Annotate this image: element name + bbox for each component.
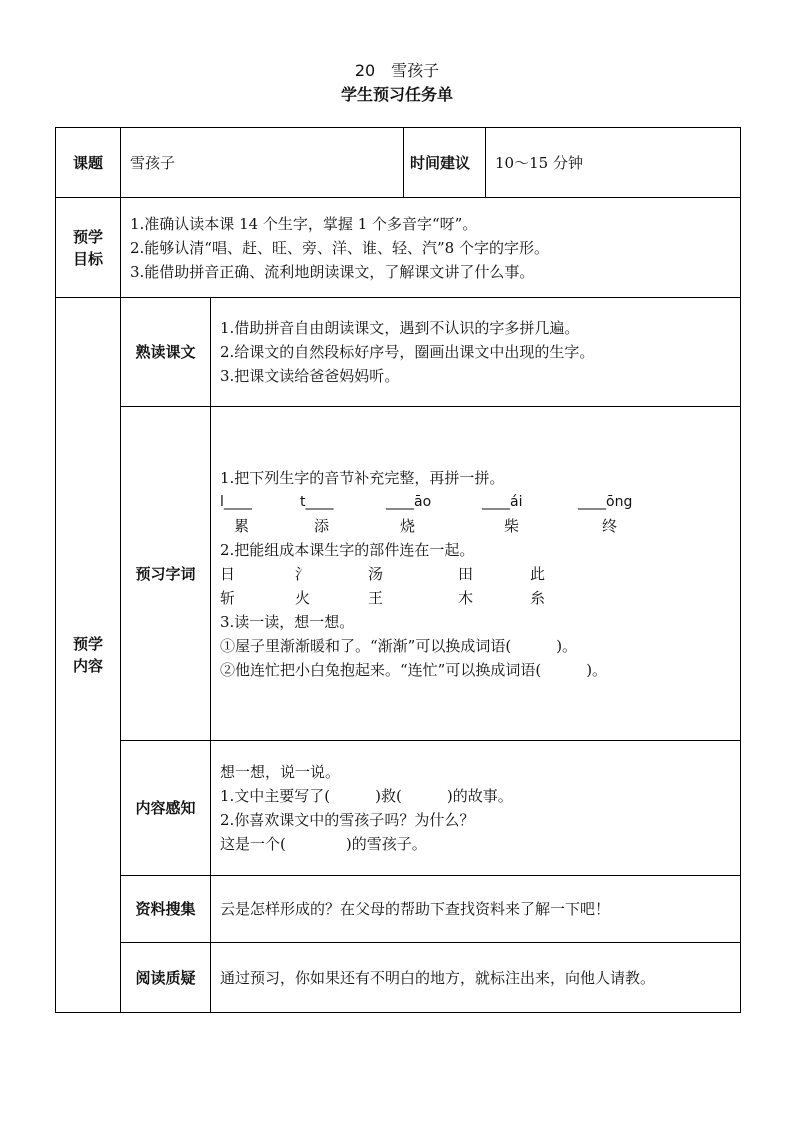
char-cell: 终 [602,516,618,535]
reading-item: 2.给课文的自然段标好序号，圈画出课文中出现的生字。 [220,343,595,361]
research-label: 资料搜集 [121,876,211,943]
topic-value: 雪孩子 [121,128,404,198]
questions-label: 阅读质疑 [121,943,211,1013]
part-item[interactable]: 日 [220,564,236,583]
topic-row [56,128,741,198]
reading-label: 熟读课文 [121,298,211,407]
vocab-q2: 2.把能组成本课生字的部件连在一起。 [220,540,475,559]
char-cell: 添 [314,516,330,535]
reading-item: 1.借助拼音自由朗读课文，遇到不认识的字多拼几遍。 [220,319,580,337]
reading-list [211,298,741,407]
vocab-q1: 1.把下列生字的音节补充完整，再拼一拼。 [220,468,505,487]
goal-item: 1.准确认读本课 14 个生字，掌握 1 个多音字“呀”。 [130,214,478,233]
parts-row-2 [220,586,740,610]
research-row [56,876,741,943]
part-item[interactable]: 氵 [295,564,311,583]
research-text: 云是怎样形成的？在父母的帮助下查找资料来了解一下吧！ [211,876,741,943]
vocab-q3: 3.读一读，想一想。 [220,612,355,631]
vocab-q3a: ①屋子里渐渐暖和了。“渐渐”可以换成词语( )。 [220,636,578,655]
time-label: 时间建议 [404,128,486,198]
comprehension-item: 想一想，说一说。 [220,763,341,781]
comprehension-list [211,741,741,876]
comprehension-item: 2.你喜欢课文中的雪孩子吗？为什么？ [220,811,475,829]
char-cell: 柴 [504,516,520,535]
char-cell: 累 [234,516,250,535]
worksheet-subtitle: 学生预习任务单 [340,85,453,104]
parts-row-1 [220,562,740,586]
part-item[interactable]: 此 [530,564,546,583]
part-item[interactable]: 王 [368,588,384,607]
pinyin-blank[interactable]: ____ái [482,493,523,510]
comprehension-row [56,741,741,876]
comprehension-item: 这是一个( )的雪孩子。 [220,835,427,853]
questions-row [56,943,741,1013]
part-item[interactable]: 斩 [220,588,236,607]
part-item[interactable]: 糸 [530,588,546,607]
part-item[interactable]: 田 [458,564,474,583]
char-row [220,514,740,538]
reading-row [56,298,741,407]
pinyin-blank[interactable]: ____āo [386,493,432,510]
part-item[interactable]: 汤 [368,564,384,583]
vocab-row [56,407,741,741]
lesson-title: 20 雪孩子 [354,61,440,80]
time-value: 10～15 分钟 [486,128,741,198]
vocab-q3b: ②他连忙把小白兔抱起来。“连忙”可以换成词语( )。 [220,660,608,679]
goals-list [121,198,741,298]
part-item[interactable]: 火 [295,588,311,607]
pinyin-blank[interactable]: ____ōng [578,493,633,510]
goal-item: 3.能借助拼音正确、流利地朗读课文，了解课文讲了什么事。 [130,262,535,281]
goals-row [56,198,741,298]
char-cell: 烧 [400,516,416,535]
goal-item: 2.能够认清“唱、赶、旺、旁、洋、谁、轻、汽”8 个字的字形。 [130,238,549,257]
pinyin-blank[interactable]: l____ [220,493,252,510]
goals-label: 预学目标 [56,198,121,298]
comprehension-label: 内容感知 [121,741,211,876]
questions-text: 通过预习，你如果还有不明白的地方，就标注出来，向他人请教。 [211,943,741,1013]
part-item[interactable]: 木 [458,588,474,607]
topic-label: 课题 [56,128,121,198]
reading-item: 3.把课文读给爸爸妈妈听。 [220,367,400,385]
worksheet-table [55,127,741,1013]
content-label: 预学内容 [56,298,121,1013]
pinyin-blank[interactable]: t____ [300,493,334,510]
comprehension-item: 1.文中主要写了( )救( )的故事。 [220,787,513,805]
vocab-label: 预习字词 [121,407,211,741]
vocab-content [211,407,741,741]
pinyin-row [220,490,740,514]
